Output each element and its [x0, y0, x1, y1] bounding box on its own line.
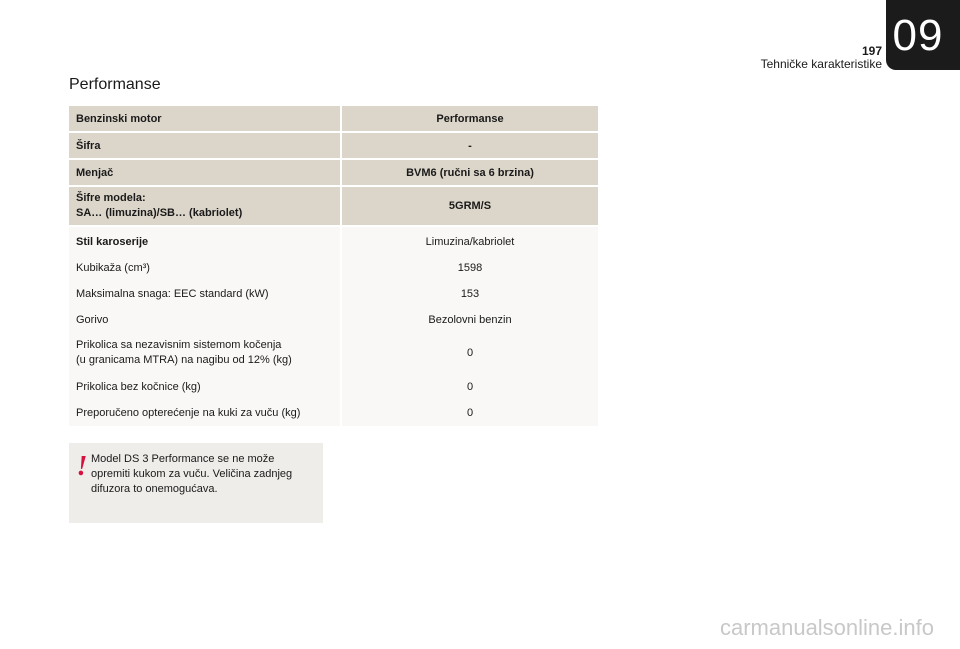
row-label: Stil karoserije: [69, 226, 341, 255]
chapter-title: Tehničke karakteristike: [760, 57, 882, 71]
warning-note-text: [91, 452, 316, 497]
row-value: Limuzina/kabriolet: [341, 226, 598, 255]
table-row-code: [69, 132, 598, 159]
table-row-gearbox: [69, 159, 598, 186]
table-row-braked-trailer: [69, 333, 598, 374]
row-value: 0: [341, 374, 598, 400]
table-row-engine: [69, 106, 598, 132]
table-row-fuel: [69, 307, 598, 333]
row-value: 0: [341, 333, 598, 374]
row-label-line: (u granicama MTRA) na nagibu od 12% (kg): [76, 354, 292, 366]
page-number: 197: [861, 44, 882, 58]
row-value: Performanse: [341, 106, 598, 132]
row-label: Maksimalna snaga: EEC standard (kW): [69, 281, 341, 307]
row-label-line: Šifre modela:: [76, 192, 146, 204]
row-value: -: [341, 132, 598, 159]
row-value: BVM6 (ručni sa 6 brzina): [341, 159, 598, 186]
row-label: Menjač: [69, 159, 341, 186]
row-value: 1598: [341, 255, 598, 281]
section-heading: Performanse: [69, 76, 161, 93]
row-label: Gorivo: [69, 307, 341, 333]
note-line: opremiti kukom za vuču. Veličina zadnjeg: [91, 468, 293, 480]
watermark: carmanualsonline.info: [719, 615, 934, 640]
row-label-line: Prikolica sa nezavisnim sistemom kočenja: [76, 339, 282, 351]
row-value: 0: [341, 400, 598, 426]
table-row-displacement: [69, 255, 598, 281]
row-value: Bezolovni benzin: [341, 307, 598, 333]
warning-note: [69, 443, 323, 523]
row-label: Preporučeno opterećenje na kuki za vuču (kg): [69, 400, 341, 426]
table-row-towball-load: [69, 400, 598, 426]
performance-spec-table: [69, 106, 598, 426]
row-label: Prikolica bez kočnice (kg): [69, 374, 341, 400]
warning-exclamation-icon: !: [76, 451, 88, 482]
row-label: Benzinski motor: [69, 106, 341, 132]
chapter-number: 09: [892, 11, 944, 60]
chapter-tab: [886, 0, 960, 70]
row-label: [69, 333, 341, 374]
row-label: Kubikaža (cm³): [69, 255, 341, 281]
table-row-body-style: [69, 226, 598, 255]
row-label-line: SA… (limuzina)/SB… (kabriolet): [76, 207, 243, 219]
table-row-unbraked-trailer: [69, 374, 598, 400]
table-row-max-power: [69, 281, 598, 307]
note-line: Model DS 3 Performance se ne može: [91, 453, 275, 465]
row-value: 153: [341, 281, 598, 307]
row-label: Šifra: [69, 132, 341, 159]
row-label: [69, 186, 341, 226]
table-row-model-codes: [69, 186, 598, 226]
row-value: 5GRM/S: [341, 186, 598, 226]
note-line: difuzora to onemogućava.: [91, 483, 218, 495]
